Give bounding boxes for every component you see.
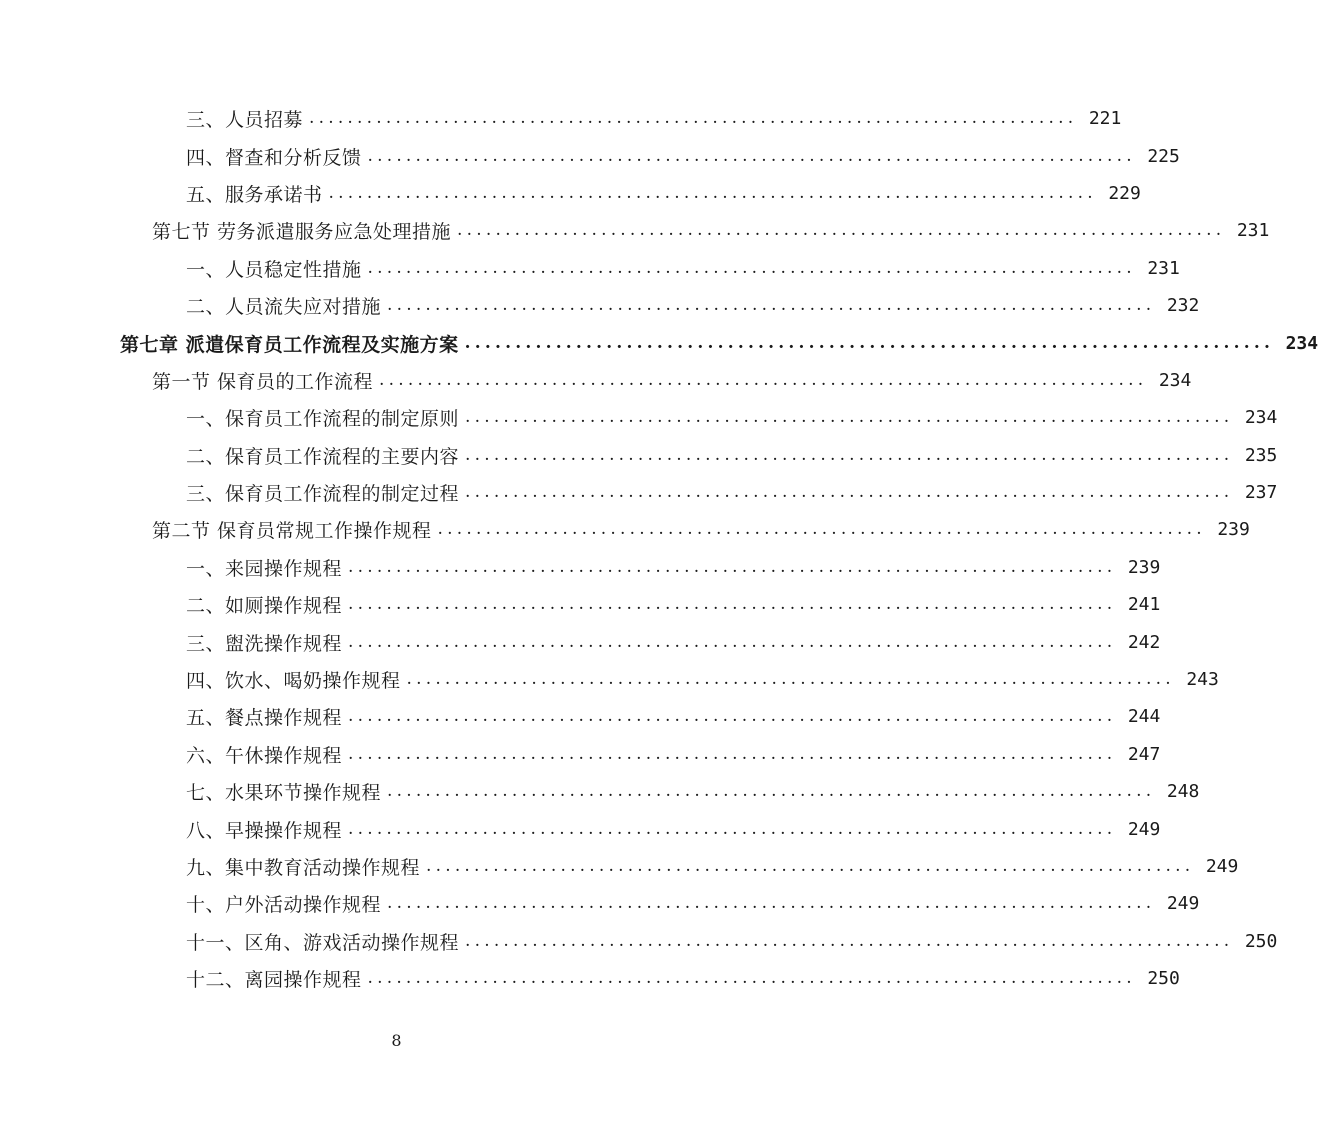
toc-leader: ................................................................................ [387, 781, 1156, 802]
toc-leader: ................................................................................ [348, 706, 1117, 727]
toc-entry[interactable] [0, 736, 1161, 773]
toc-leader: ................................................................................ [379, 369, 1148, 390]
toc-entry-page: 231 [1236, 220, 1270, 242]
toc-entry-title: 九、集中教育活动操作规程 [186, 857, 421, 879]
toc-leader: ................................................................................ [367, 257, 1136, 278]
toc-entry[interactable] [0, 773, 1200, 810]
toc-entry-title: 四、督查和分析反馈 [186, 146, 362, 169]
toc-entry-page: 242 [1127, 631, 1161, 653]
toc-entry-page: 249 [1205, 856, 1239, 877]
toc-entry-title: 十一、区角、游戏活动操作规程 [186, 931, 460, 954]
toc-leader: ................................................................................ [464, 332, 1275, 353]
toc-entry-page: 250 [1147, 968, 1180, 990]
toc-entry-title: 三、盥洗操作规程 [186, 632, 343, 655]
toc-entry[interactable] [0, 661, 1219, 698]
toc-leader: ................................................................................ [465, 407, 1234, 428]
toc-section-entry[interactable] [0, 362, 1192, 399]
toc-entry[interactable] [0, 810, 1161, 847]
toc-entry[interactable] [0, 474, 1278, 511]
toc-entry-title: 五、服务承诺书 [186, 183, 323, 206]
toc-entry-page: 232 [1166, 295, 1200, 317]
toc-entry-title: 第七节 劳务派遣服务应急处理措施 [152, 221, 452, 244]
toc-entry[interactable] [0, 287, 1200, 324]
toc-leader: ................................................................................ [457, 220, 1226, 241]
toc-entry-title: 第一节 保育员的工作流程 [152, 370, 374, 393]
toc-entry-page: 229 [1108, 182, 1141, 204]
toc-leader: ................................................................................ [426, 856, 1195, 876]
toc-entry-title: 八、早操操作规程 [186, 819, 343, 842]
toc-entry-title: 二、人员流失应对措施 [186, 296, 382, 319]
toc-entry-title: 三、人员招募 [186, 109, 304, 132]
table-of-contents [0, 100, 1318, 997]
toc-entry-page: 241 [1127, 594, 1161, 616]
toc-entry[interactable] [0, 399, 1278, 436]
toc-entry[interactable] [0, 437, 1278, 474]
toc-leader: ................................................................................ [367, 145, 1136, 166]
toc-entry[interactable] [0, 698, 1161, 735]
toc-entry-title: 五、餐点操作规程 [186, 707, 343, 730]
toc-entry-page: 239 [1127, 556, 1161, 578]
toc-entry-title: 一、人员稳定性措施 [186, 258, 362, 281]
toc-entry-page: 221 [1088, 108, 1122, 130]
toc-entry-title: 七、水果环节操作规程 [186, 782, 382, 805]
toc-leader: ................................................................................ [348, 556, 1117, 577]
page-number: 8 [391, 1031, 402, 1050]
toc-entry-title: 第七章 派遣保育员工作流程及实施方案 [120, 333, 459, 356]
toc-leader: ................................................................................ [406, 669, 1175, 690]
toc-entry-page: 249 [1127, 818, 1161, 840]
toc-leader: ................................................................................ [309, 108, 1078, 129]
toc-leader: ................................................................................ [328, 182, 1097, 203]
toc-entry[interactable] [0, 586, 1161, 623]
toc-entry-page: 234 [1285, 332, 1318, 354]
toc-entry-page: 234 [1244, 407, 1278, 429]
toc-leader: ................................................................................ [348, 594, 1117, 615]
toc-entry[interactable] [0, 175, 1141, 212]
toc-entry-page: 237 [1244, 482, 1278, 504]
toc-leader: ................................................................................ [348, 631, 1117, 652]
toc-entry[interactable] [0, 885, 1200, 922]
toc-entry[interactable] [0, 923, 1278, 960]
toc-entry-page: 249 [1166, 893, 1200, 915]
toc-entry-page: 231 [1147, 257, 1180, 279]
toc-entry[interactable] [0, 848, 1239, 885]
toc-entry-title: 十二、离园操作规程 [186, 969, 362, 992]
toc-entry-page: 234 [1158, 369, 1192, 391]
toc-entry[interactable] [0, 250, 1180, 287]
toc-leader: ................................................................................ [387, 295, 1156, 316]
toc-leader: ................................................................................ [387, 893, 1156, 914]
toc-entry-page: 235 [1244, 444, 1278, 466]
toc-entry-title: 一、来园操作规程 [186, 557, 343, 580]
toc-entry[interactable] [0, 549, 1161, 586]
toc-section-entry[interactable] [0, 212, 1270, 249]
toc-leader: ................................................................................ [465, 482, 1234, 503]
toc-entry-page: 248 [1166, 781, 1200, 803]
toc-entry-title: 十、户外活动操作规程 [186, 894, 382, 917]
toc-entry-page: 243 [1186, 669, 1219, 691]
toc-entry-title: 三、保育员工作流程的制定过程 [186, 483, 460, 506]
toc-entry-page: 250 [1244, 930, 1278, 952]
toc-entry-title: 第二节 保育员常规工作操作规程 [152, 520, 432, 543]
toc-entry-page: 247 [1127, 743, 1161, 765]
toc-entry[interactable] [0, 100, 1122, 137]
toc-entry-page: 239 [1217, 519, 1250, 541]
toc-leader: ................................................................................ [367, 968, 1136, 989]
toc-entry-page: 225 [1147, 145, 1180, 167]
toc-leader: ................................................................................ [465, 930, 1234, 951]
toc-section-entry[interactable] [0, 511, 1250, 548]
toc-entry-title: 六、午休操作规程 [186, 744, 343, 767]
toc-entry-page: 244 [1127, 706, 1161, 728]
toc-entry-title: 二、如厕操作规程 [186, 595, 343, 618]
toc-leader: ................................................................................ [465, 444, 1234, 465]
toc-leader: ................................................................................ [348, 818, 1117, 839]
toc-entry[interactable] [0, 623, 1161, 660]
toc-leader: ................................................................................ [437, 519, 1206, 540]
toc-entry-title: 四、饮水、喝奶操作规程 [186, 670, 401, 693]
toc-entry[interactable] [0, 960, 1180, 997]
toc-chapter-entry[interactable] [0, 324, 1318, 361]
toc-entry-title: 二、保育员工作流程的主要内容 [186, 445, 460, 468]
toc-entry-title: 一、保育员工作流程的制定原则 [186, 408, 460, 431]
toc-leader: ................................................................................ [348, 743, 1117, 764]
toc-entry[interactable] [0, 137, 1180, 174]
